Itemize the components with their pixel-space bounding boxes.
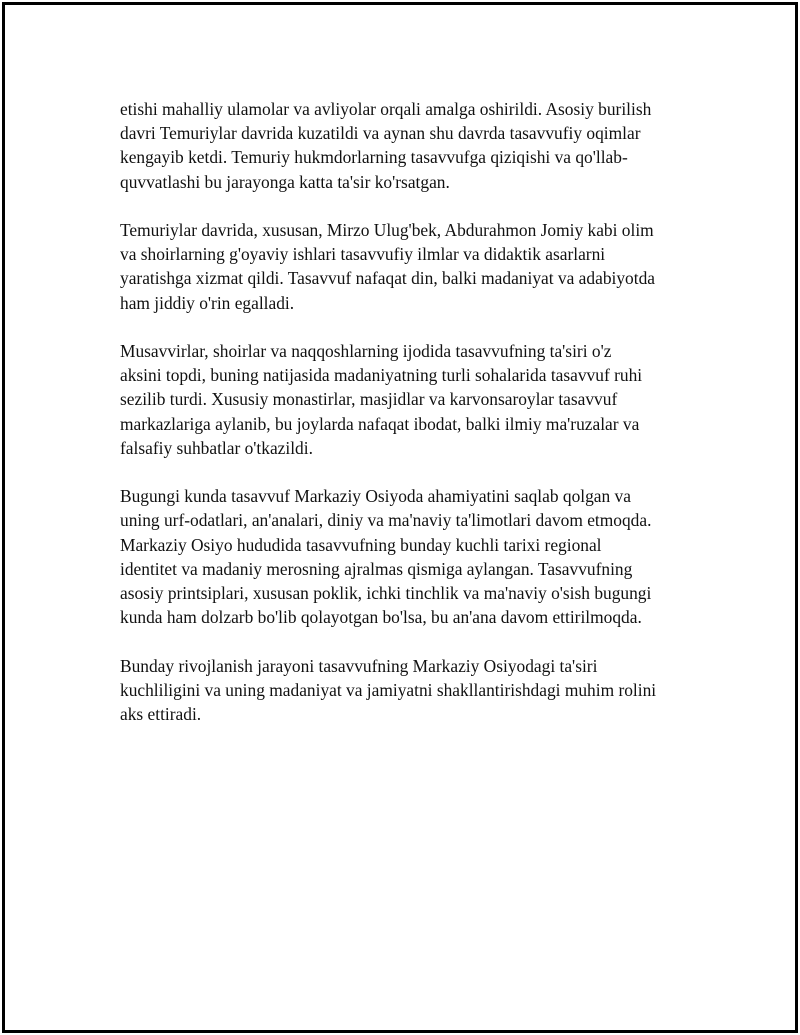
text-line: identitet va madaniy merosning ajralmas qismiga aylangan. Tasavvufning — [120, 558, 633, 579]
text-line: aks ettiradi. — [120, 704, 202, 725]
paragraph-2 — [120, 218, 700, 315]
text-line: sezilib turdi. Xususiy monastirlar, masjidlar va karvonsaroylar tasavvuf — [120, 389, 618, 410]
text-line: kunda ham dolzarb bo'lib qolayotgan bo'lsa, bu an'ana davom ettirilmoqda. — [120, 607, 642, 628]
text-line: ham jiddiy o'rin egalladi. — [120, 292, 295, 313]
text-line: kengayib ketdi. Temuriy hukmdorlarning tasavvufga qiziqishi va qo'llab- — [120, 147, 628, 168]
text-line: Bunday rivojlanish jarayoni tasavvufning Markaziy Osiyodagi ta'siri — [120, 655, 598, 676]
text-line: Musavvirlar, shoirlar va naqqoshlarning ijodida tasavvufning ta'siri o'z — [120, 341, 612, 361]
text-line: uning urf-odatlari, an'analari, diniy va ma'naviy ta'limotlari davom etmoqda. — [120, 510, 652, 531]
paragraph-4 — [120, 484, 700, 629]
text-line: etishi mahalliy ulamolar va avliyolar orqali amalga oshirildi. Asosiy burilish — [120, 99, 652, 119]
text-line: yaratishga xizmat qildi. Tasavvuf nafaqat din, balki madaniyat va adabiyotda — [120, 268, 655, 289]
text-line: asosiy printsiplari, xususan poklik, ichki tinchlik va ma'naviy o'sish bugungi — [120, 583, 652, 604]
text-line: markazlariga aylanib, bu joylarda nafaqat ibodat, balki ilmiy ma'ruzalar va — [120, 413, 640, 434]
text-line: davri Temuriylar davrida kuzatildi va aynan shu davrda tasavvufiy oqimlar — [120, 123, 641, 144]
text-line: quvvatlashi bu jarayonga katta ta'sir ko'rsatgan. — [120, 171, 450, 192]
text-line: va shoirlarning g'oyaviy ishlari tasavvufiy ilmlar va didaktik asarlarni — [120, 244, 606, 265]
text-line: aksini topdi, buning natijasida madaniyatning turli sohalarida tasavvuf ruhi — [120, 365, 643, 386]
document-body — [120, 97, 700, 750]
paragraph-5 — [120, 654, 700, 727]
text-line: Markaziy Osiyo hududida tasavvufning bunday kuchli tarixi regional — [120, 534, 602, 555]
text-line: Temuriylar davrida, xususan, Mirzo Ulug'bek, Abdurahmon Jomiy kabi olim — [120, 220, 654, 240]
paragraph-1 — [120, 97, 700, 194]
text-line: falsafiy suhbatlar o'tkazildi. — [120, 437, 313, 458]
text-line: Bugungi kunda tasavvuf Markaziy Osiyoda ahamiyatini saqlab qolgan va — [120, 486, 631, 507]
text-line: kuchliligini va uning madaniyat va jamiyatni shakllantirishdagi muhim rolini — [120, 679, 657, 700]
paragraph-3 — [120, 339, 700, 460]
page-frame — [2, 2, 798, 1033]
